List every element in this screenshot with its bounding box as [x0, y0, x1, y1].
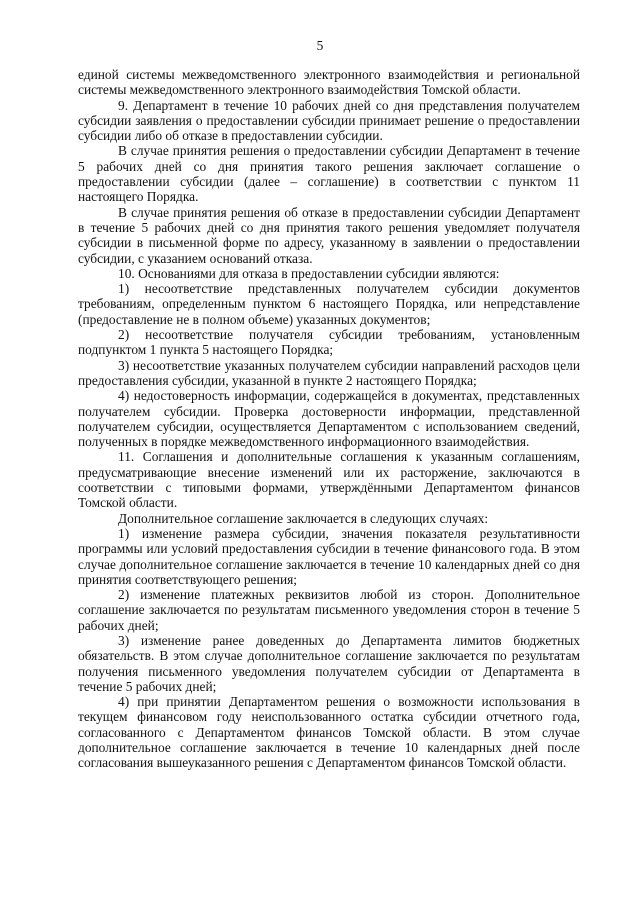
paragraph: 2) несоответствие получателя субсидии требованиям, установленным подпунктом 1 пункта 5 настоящего Порядка; — [78, 327, 580, 358]
paragraph: 4) при принятии Департаментом решения о возможности использования в текущем финансовом году неиспользованного остатка субсидии отчетного года, согласованного с Департаментом финансов Томской области. В этом случае дополнительное соглашение заключается в течение 10 календарных дней после согласования вышеуказанного решения с Департаментом финансов Томской области. — [78, 694, 580, 771]
document-body — [78, 67, 580, 771]
paragraph: 11. Соглашения и дополнительные соглашения к указанным соглашениям, предусматривающие внесение изменений или их расторжение, заключаются в соответствии с типовыми формами, утверждёнными Департаментом финансов Томской области. — [78, 449, 580, 511]
paragraph: В случае принятия решения о предоставлении субсидии Департамент в течение 5 рабочих дней со дня принятия такого решения заключает соглашение о предоставлении субсидии (далее – соглашение) в соответствии с пунктом 11 настоящего Порядка. — [78, 143, 580, 205]
paragraph: единой системы межведомственного электронного взаимодействия и региональной системы межведомственного электронного взаимодействия Томской области. — [78, 67, 580, 98]
paragraph: 9. Департамент в течение 10 рабочих дней со дня представления получателем субсидии заявления о предоставлении субсидии принимает решение о предоставлении субсидии либо об отказе в предоставлении субсидии. — [78, 97, 580, 144]
page-number: 5 — [316, 38, 324, 53]
paragraph: 4) недостоверность информации, содержащейся в документах, представленных получателем субсидии. Проверка достоверности информации, представленной получателем субсидии, осуществляется Департаментом с использованием сведений, полученных в порядке межведомственного информационного взаимодействия. — [78, 388, 580, 450]
paragraph: 3) изменение ранее доведенных до Департамента лимитов бюджетных обязательств. В этом случае дополнительное соглашение заключается по результатам получения письменного уведомления получателем субсидии от Департамента в течение 5 рабочих дней; — [78, 632, 580, 694]
paragraph: 1) несоответствие представленных получателем субсидии документов требованиям, определенным пунктом 6 настоящего Порядка, или непредставление (предоставление не в полном объеме) указанных документов; — [78, 281, 580, 327]
paragraph: В случае принятия решения об отказе в предоставлении субсидии Департамент в течение 5 рабочих дней со дня принятия такого решения уведомляет получателя субсидии в письменной форме по адресу, указанному в заявлении о предоставлении субсидии, с указанием оснований отказа. — [78, 204, 580, 266]
paragraph: 10. Основаниями для отказа в предоставлении субсидии являются: — [118, 265, 500, 281]
paragraph: 2) изменение платежных реквизитов любой из сторон. Дополнительное соглашение заключается по результатам письменного уведомления сторон в течение 5 рабочих дней; — [78, 587, 580, 633]
paragraph: 1) изменение размера субсидии, значения показателя результативности программы или условий предоставления субсидии в течение финансового года. В этом случае дополнительное соглашение заключается в течение 10 календарных дней со дня принятия соответствующего решения; — [78, 525, 580, 587]
paragraph: 3) несоответствие указанных получателем субсидии направлений расходов цели предоставления субсидии, указанной в пункте 2 настоящего Порядка; — [78, 357, 580, 388]
paragraph: Дополнительное соглашение заключается в следующих случаях: — [118, 510, 489, 526]
